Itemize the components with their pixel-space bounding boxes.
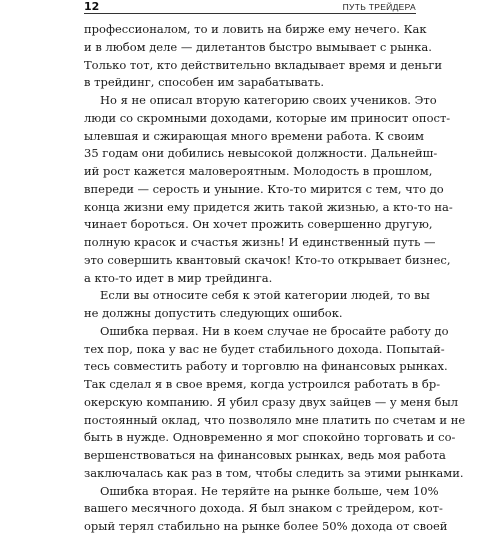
text-line: ий рост кажется маловероятным. Молодость в прошлом, — [84, 164, 433, 178]
text-line: тех пор, пока у вас не будет стабильного дохода. Попытай- — [84, 341, 445, 356]
text-line: чинает бороться. Он хочет прожить совершенно другую, — [84, 217, 433, 232]
paragraph — [84, 21, 443, 92]
text-line: тесь совместить работу и торговлю на финансовых рынках. — [84, 359, 448, 374]
page-number: 12 — [84, 0, 100, 13]
text-line: Но я не описал вторую категорию своих учеников. Это — [100, 93, 437, 107]
text-line: люди со скромными доходами, которые им приносит опост- — [84, 110, 451, 125]
running-title: ПУТЬ ТРЕЙДЕРА — [342, 2, 416, 12]
text-line: впереди — серость и уныние. Кто-то мирится с тем, что до — [84, 181, 444, 196]
text-line: 35 годам они добились невысокой должности. Дальнейш- — [84, 146, 438, 161]
text-line: ылевшая и сжирающая много времени работа. К своим — [84, 128, 425, 143]
text-line: а кто-то идет в мир трейдинга. — [84, 270, 273, 285]
paragraph — [84, 287, 430, 323]
text-line: Так сделал я в свое время, когда устроился работать в бр- — [84, 377, 441, 391]
text-line: в трейдинг, способен им зарабатывать. — [84, 75, 325, 90]
body-text — [84, 21, 466, 536]
text-line: вашего месячного дохода. Я был знаком с трейдером, кот- — [84, 501, 443, 516]
text-line: заключалась как раз в том, чтобы следить за этими рынками. — [84, 465, 464, 480]
paragraph — [84, 483, 448, 536]
text-line: Если вы относите себя к этой категории людей, то вы — [100, 288, 430, 303]
text-line: быть в нужде. Одновременно я мог спокойно торговать и со- — [84, 430, 456, 445]
text-line: профессионалом, то и ловить на бирже ему нечего. Как — [84, 22, 427, 36]
paragraph — [84, 92, 453, 287]
paragraph — [84, 323, 466, 483]
text-line: Ошибка первая. Ни в коем случае не бросайте работу до — [100, 323, 449, 338]
page-header — [84, 0, 416, 14]
text-line: Только тот, кто действительно вкладывает время и деньги — [84, 57, 443, 72]
text-line: Ошибка вторая. Не теряйте на рынке больше, чем 10% — [100, 483, 439, 498]
text-line: это совершить квантовый скачок! Кто-то открывает бизнес, — [84, 252, 451, 267]
text-line: полную красок и счастья жизнь! И единственный путь — — [84, 235, 436, 249]
text-line: вершенствоваться на финансовых рынках, ведь моя работа — [84, 448, 446, 462]
text-line: и в любом деле — дилетантов быстро вымывает с рынка. — [84, 39, 432, 54]
text-line: постоянный оклад, что позволяло мне платить по счетам и не — [84, 412, 466, 427]
text-line: не должны допустить следующих ошибок. — [84, 306, 343, 320]
header-rule — [84, 13, 416, 14]
text-line: окерскую компанию. Я убил сразу двух зайцев — у меня был — [84, 394, 459, 409]
text-line: орый терял стабильно на рынке более 50% дохода от своей — [84, 519, 448, 533]
text-line: конца жизни ему придется жить такой жизнью, а кто-то на- — [84, 199, 453, 214]
